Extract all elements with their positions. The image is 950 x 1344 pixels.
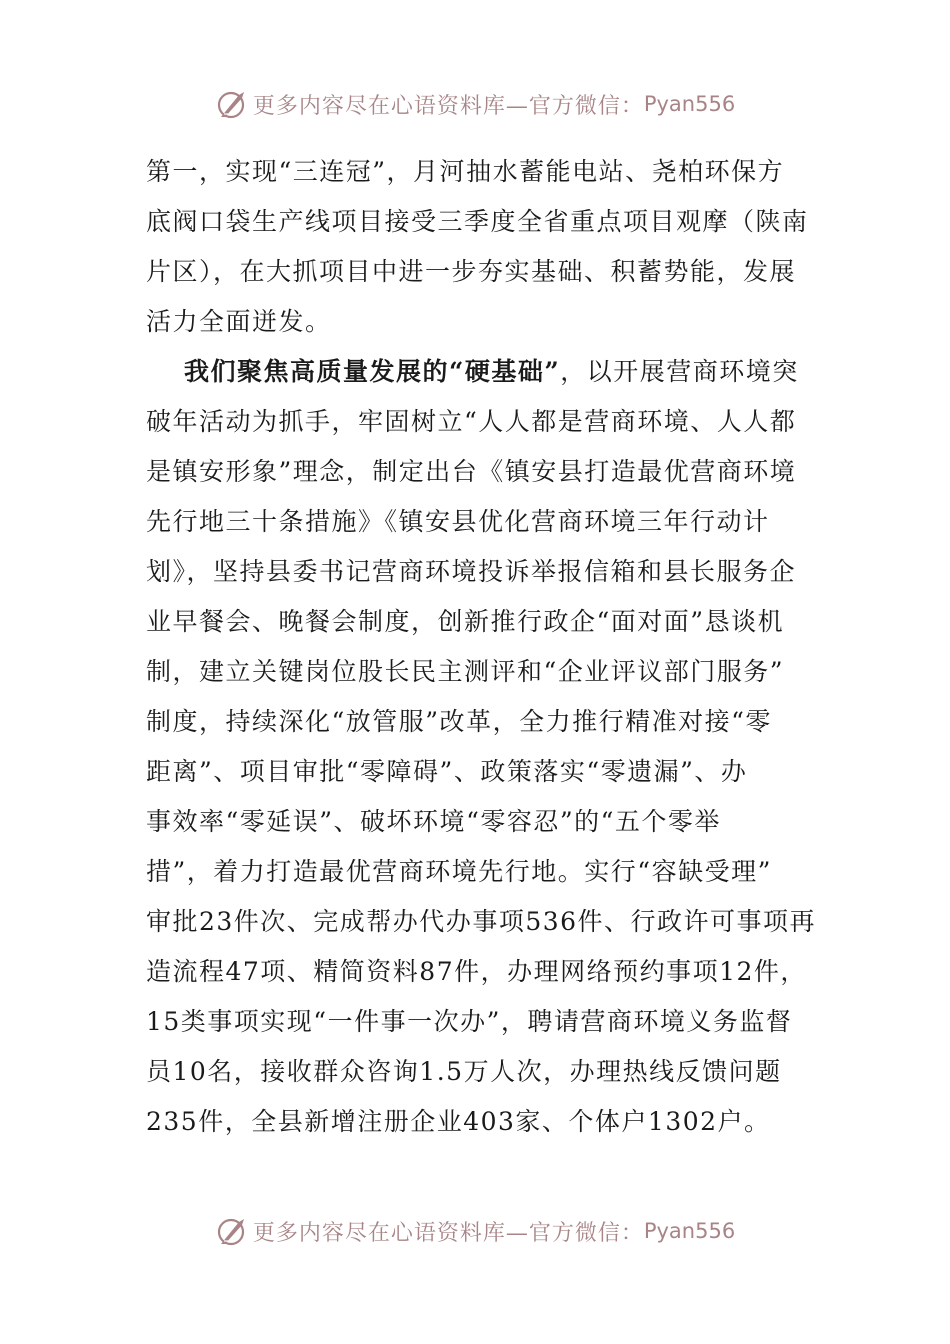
watermark-wechat-id: Pyan556 (643, 1219, 736, 1243)
watermark-text: 更多内容尽在心语资料库—官方微信： (252, 1220, 644, 1246)
bold-heading-phrase: 我们聚焦高质量发展的“硬基础” (184, 357, 561, 386)
lead-line-rest: ，以开展营商环境突 (560, 357, 799, 386)
text-line: 先行地三十条措施》《镇安县优化营商环境三年行动计 (146, 507, 770, 536)
text-line: 措”，着力打造最优营商环境先行地。实行“容缺受理” (146, 857, 772, 886)
watermark-wechat-id: Pyan556 (643, 92, 736, 116)
text-line: 制度，持续深化“放管服”改革，全力推行精准对接“零 (146, 707, 772, 736)
text-line: 业早餐会、晚餐会制度，创新推行政企“面对面”恳谈机 (146, 607, 785, 636)
watermark-text: 更多内容尽在心语资料库—官方微信： (252, 93, 644, 119)
text-line: 活力全面迸发。 (146, 307, 332, 336)
text-line: 是镇安形象”理念，制定出台《镇安县打造最优营商环境 (146, 457, 797, 486)
text-line: 审批23件次、完成帮办代办事项536件、行政许可事项再 (146, 907, 817, 936)
text-line: 制，建立关键岗位股长民主测评和“企业评议部门服务” (146, 657, 785, 686)
text-line: 片区），在大抓项目中进一步夯实基础、积蓄势能，发展 (146, 257, 797, 286)
text-line: 划》，坚持县委书记营商环境投诉举报信箱和县长服务企 (146, 557, 797, 586)
pen-logo-icon (215, 1214, 249, 1248)
text-line: 员10名，接收群众咨询1.5万人次，办理热线反馈问题 (146, 1057, 782, 1086)
text-line: 造流程47项、精简资料87件，办理网络预约事项12件， (146, 957, 807, 986)
watermark-header (0, 84, 950, 124)
watermark-footer (0, 1211, 950, 1251)
text-line: 235件，全县新增注册企业403家、个体户1302户。 (146, 1107, 771, 1136)
text-line: 事效率“零延误”、破坏环境“零容忍”的“五个零举 (146, 807, 721, 836)
paragraph-2 (146, 347, 817, 1147)
paragraph-2-lead-line (146, 347, 806, 397)
paragraph-1 (146, 147, 809, 347)
text-line: 15类事项实现“一件事一次办”，聘请营商环境义务监督 (146, 1007, 793, 1036)
document-body (146, 147, 817, 1147)
text-line: 底阀口袋生产线项目接受三季度全省重点项目观摩（陕南 (146, 207, 809, 236)
text-line: 第一，实现“三连冠”，月河抽水蓄能电站、尧柏环保方 (146, 157, 785, 186)
text-line: 距离”、项目审批“零障碍”、政策落实“零遗漏”、办 (146, 757, 748, 786)
pen-logo-icon (215, 87, 249, 121)
text-line: 破年活动为抓手，牢固树立“人人都是营商环境、人人都 (146, 407, 797, 436)
